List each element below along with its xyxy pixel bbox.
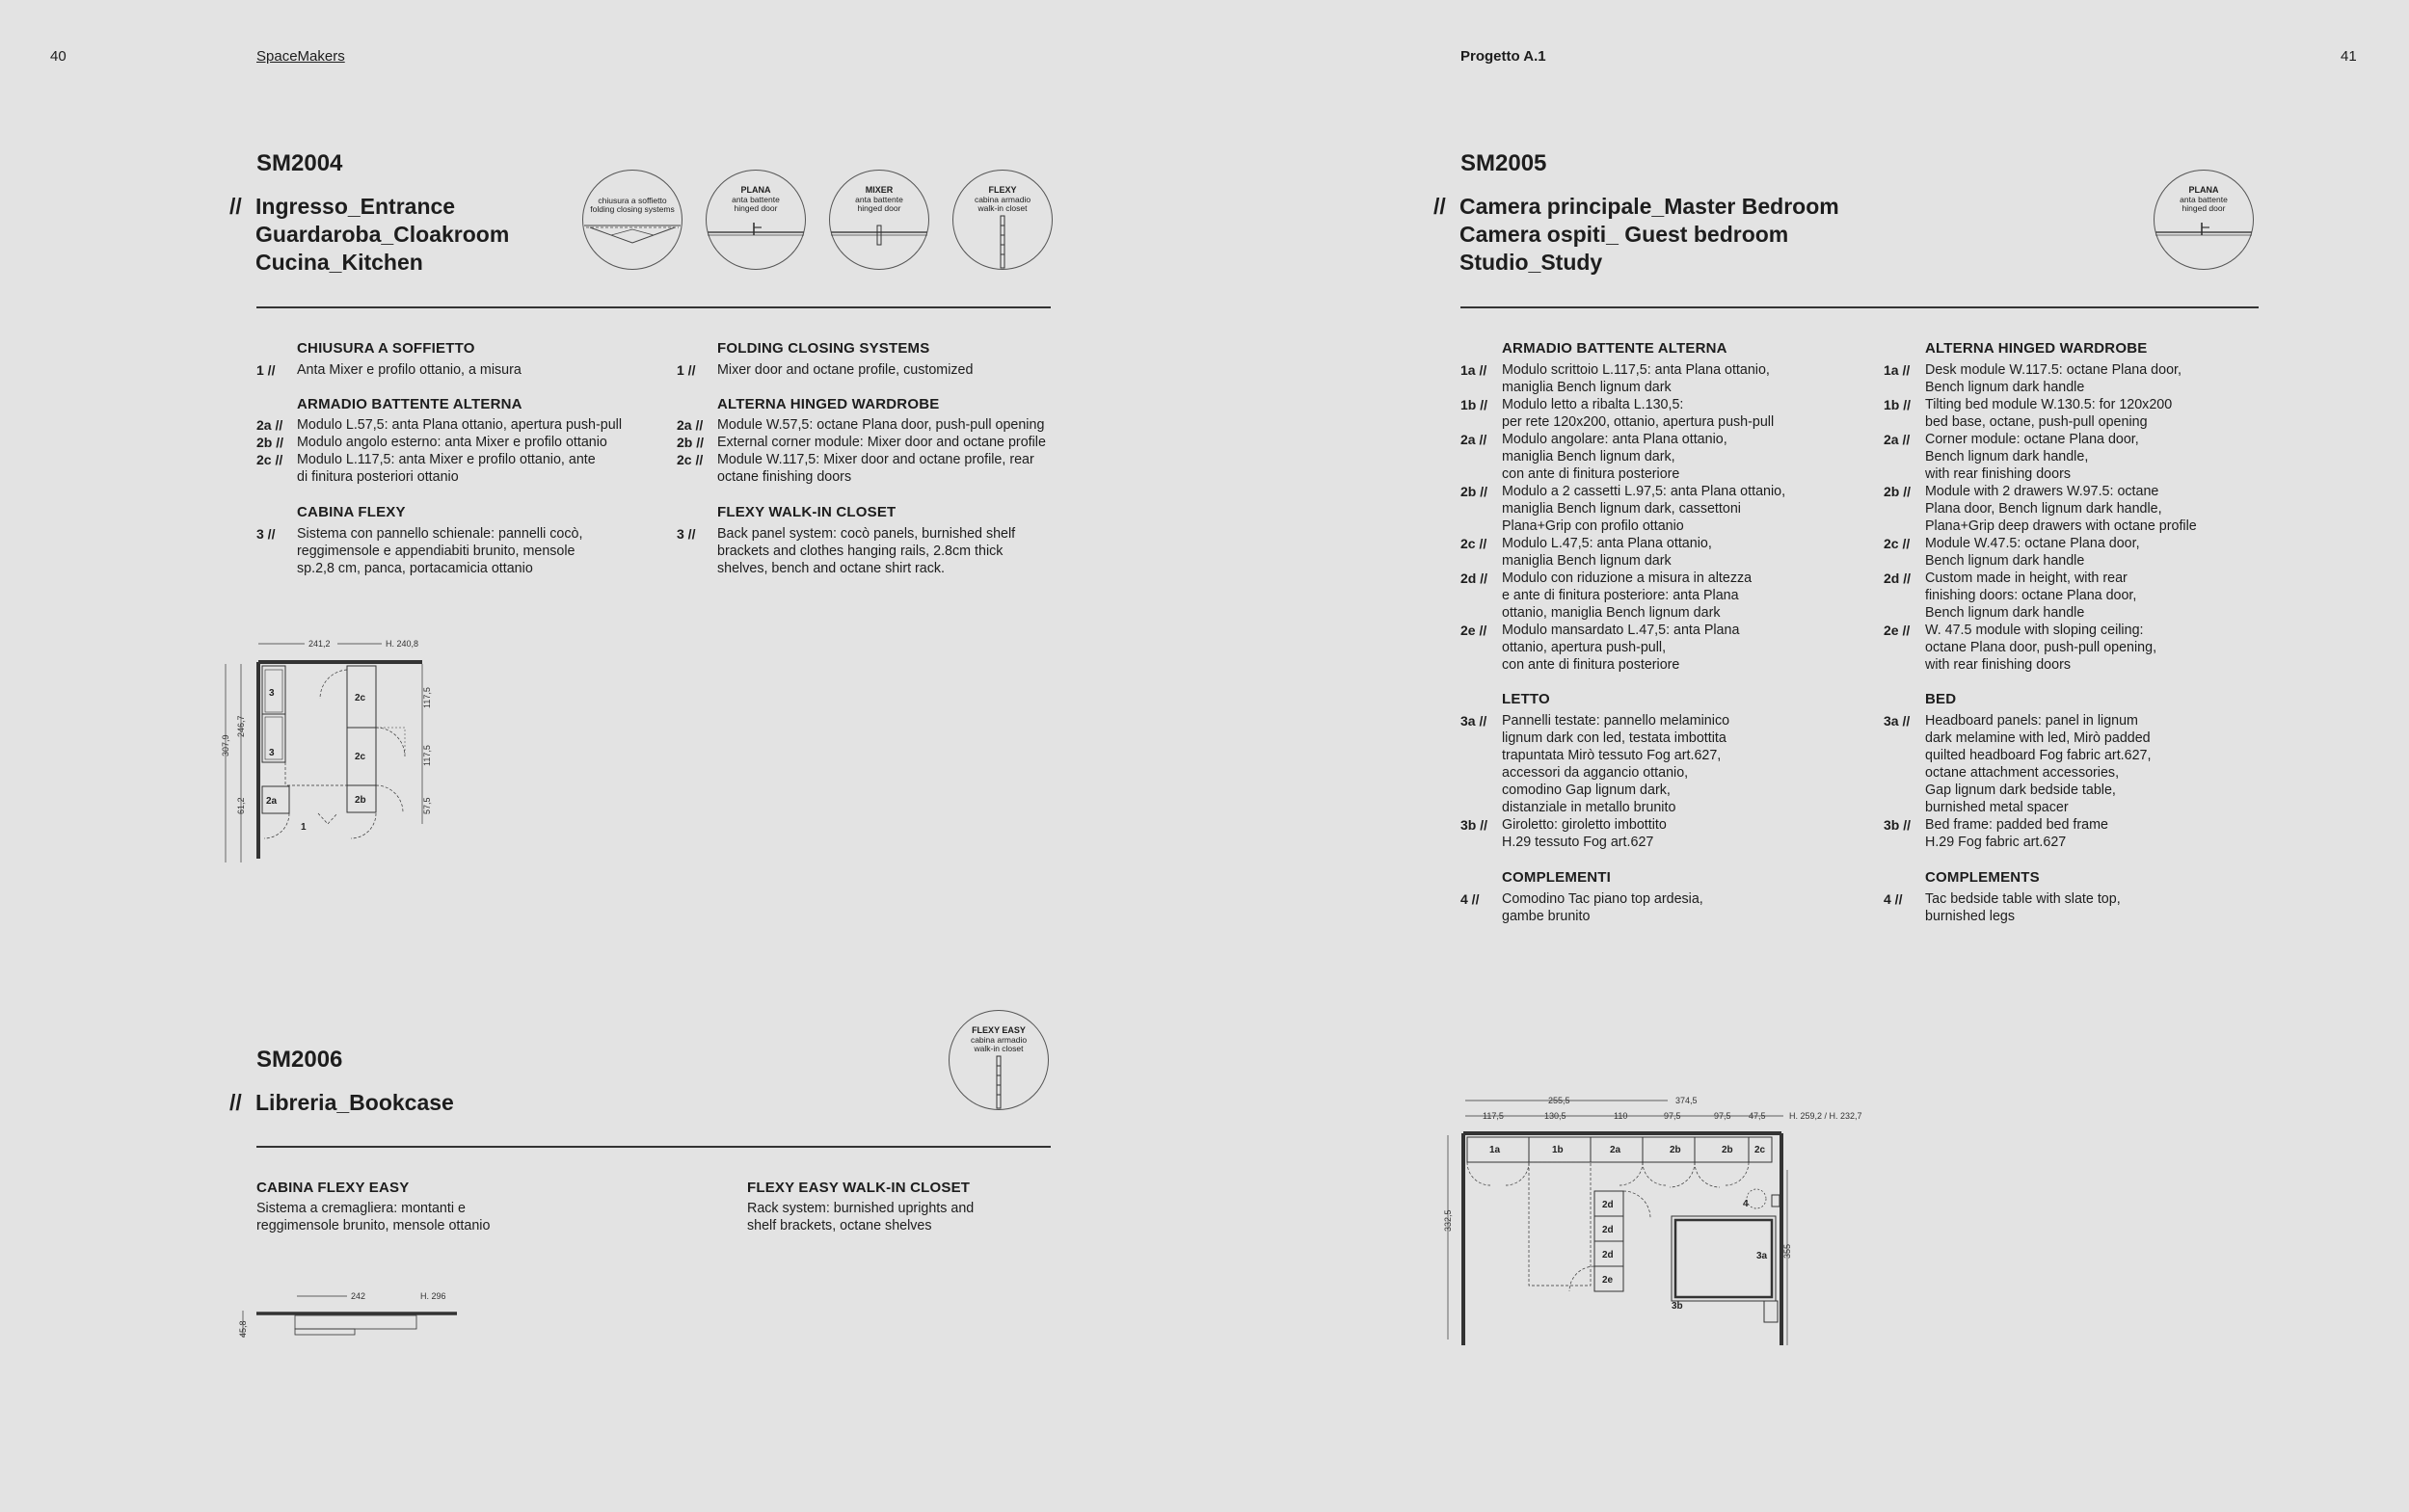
sm2006-slashes: // — [229, 1090, 242, 1115]
section-heading: FLEXY WALK-IN CLOSET — [717, 504, 897, 520]
list-item — [1460, 570, 1865, 622]
dim-label: 355 — [1782, 1243, 1792, 1259]
section-text: Rack system: burnished uprights and shelf brackets, octane shelves — [747, 1201, 975, 1233]
list-item — [256, 451, 642, 486]
list-item — [677, 451, 1062, 486]
dim-label: 374,5 — [1675, 1096, 1698, 1105]
item-number: 2a // — [256, 417, 283, 433]
item-text: Module W.47.5: octane Plana door, Bench lignum dark handle — [1925, 536, 2140, 569]
item-text: Modulo angolo esterno: anta Mixer e profilo ottanio — [297, 435, 607, 450]
room-title: Guardaroba_Cloakroom — [255, 222, 510, 247]
item-number: 1 // — [256, 362, 276, 378]
plan-label: 2d — [1602, 1200, 1614, 1210]
item-text: Giroletto: giroletto imbottito H.29 tessuto Fog art.627 — [1502, 817, 1667, 850]
item-text: Back panel system: cocò panels, burnished shelf brackets and clothes hanging rails, 2.8cm thick shelves, bench and octane shirt rack. — [717, 526, 1016, 576]
plan-label: 2e — [1602, 1275, 1614, 1286]
item-number: 3a // — [1884, 713, 1911, 729]
list-item — [1460, 535, 1865, 570]
dim-label: 117,5 — [422, 745, 432, 766]
item-number: 1b // — [1884, 397, 1912, 412]
list-item — [677, 416, 1062, 434]
icon-caption: folding closing systems — [590, 204, 675, 214]
section-heading: FLEXY EASY WALK-IN CLOSET — [747, 1180, 971, 1196]
plan-label: 1b — [1552, 1145, 1564, 1155]
section-heading: COMPLEMENTI — [1502, 869, 1612, 886]
list-item — [677, 361, 1062, 379]
dim-label: 97,5 — [1664, 1111, 1681, 1121]
icon-title: FLEXY EASY — [972, 1025, 1026, 1035]
item-text: Modulo L.117,5: anta Mixer e profilo ottanio, ante di finitura posteriori ottanio — [297, 452, 596, 485]
sm2005-code: SM2005 — [1460, 150, 1547, 176]
section-heading: COMPLEMENTS — [1925, 869, 2040, 886]
item-text: Desk module W.117.5: octane Plana door, Bench lignum dark handle — [1925, 362, 2181, 395]
item-text: Tac bedside table with slate top, burnished legs — [1925, 891, 2121, 924]
section-heading: ALTERNA HINGED WARDROBE — [717, 396, 940, 412]
sm2004-floor-plan — [212, 631, 443, 872]
plan-label: 2b — [355, 795, 366, 806]
dim-label: 110 — [1614, 1111, 1628, 1121]
item-text: Custom made in height, with rear finishing doors: octane Plana door, Bench lignum dark handle — [1925, 570, 2137, 621]
item-number: 2d // — [1460, 570, 1488, 586]
section-heading: ARMADIO BATTENTE ALTERNA — [297, 396, 522, 412]
list-item — [1884, 361, 2289, 396]
plan-label: 1 — [301, 822, 307, 833]
dim-label: 307,9 — [221, 734, 230, 756]
item-number: 3 // — [256, 526, 276, 542]
section-heading: CHIUSURA A SOFFIETTO — [297, 340, 475, 357]
list-item — [1884, 890, 2289, 925]
list-item — [1884, 816, 2289, 851]
item-number: 3a // — [1460, 713, 1487, 729]
page-number-right: 41 — [2341, 48, 2357, 65]
dim-label: 246,7 — [236, 715, 246, 737]
item-text: Modulo angolare: anta Plana ottanio, maniglia Bench lignum dark, con ante di finitura posteriore — [1502, 432, 1727, 482]
plan-label: 3a — [1756, 1251, 1768, 1261]
plan-label: 2c — [355, 752, 366, 762]
item-text: Modulo L.47,5: anta Plana ottanio, maniglia Bench lignum dark — [1502, 536, 1712, 569]
sm2004-slashes: // — [229, 194, 242, 219]
plan-label: 2b — [1670, 1145, 1681, 1155]
list-item — [256, 416, 642, 434]
plan-label: 2b — [1722, 1145, 1733, 1155]
section-heading: FOLDING CLOSING SYSTEMS — [717, 340, 930, 357]
section-heading: ARMADIO BATTENTE ALTERNA — [1502, 340, 1727, 357]
section-divider — [256, 306, 1051, 308]
item-number: 2b // — [256, 435, 284, 450]
item-text: Modulo L.57,5: anta Plana ottanio, apertura push-pull — [297, 417, 623, 433]
item-text: Comodino Tac piano top ardesia, gambe brunito — [1502, 891, 1703, 924]
item-text: Tilting bed module W.130.5: for 120x200 bed base, octane, push-pull opening — [1925, 397, 2173, 430]
brand-link[interactable]: SpaceMakers — [256, 48, 345, 65]
item-number: 2e // — [1460, 623, 1487, 638]
item-number: 3 // — [677, 526, 696, 542]
item-number: 2b // — [1460, 484, 1488, 499]
room-title: Camera principale_Master Bedroom — [1459, 194, 1839, 219]
list-item — [1884, 570, 2289, 622]
list-item — [1884, 622, 2289, 674]
section-divider — [256, 1146, 1051, 1148]
item-text: Module W.57,5: octane Plana door, push-pull opening — [717, 417, 1045, 433]
plan-label: 1a — [1489, 1145, 1501, 1155]
item-number: 2b // — [677, 435, 705, 450]
dim-label: 47,5 — [1749, 1111, 1766, 1121]
item-text: External corner module: Mixer door and octane profile — [717, 435, 1046, 450]
room-title: Ingresso_Entrance — [255, 194, 456, 219]
dim-label: 255,5 — [1548, 1096, 1570, 1105]
list-item — [1884, 535, 2289, 570]
section-heading: CABINA FLEXY EASY — [256, 1180, 410, 1196]
list-item — [1460, 816, 1865, 851]
dim-label: 57,5 — [422, 797, 432, 814]
plan-label: 4 — [1743, 1199, 1749, 1209]
icon-title: MIXER — [865, 185, 894, 195]
list-item — [677, 525, 1062, 577]
item-number: 2a // — [1884, 432, 1911, 447]
list-item — [1884, 712, 2289, 816]
item-text: Bed frame: padded bed frame H.29 Fog fabric art.627 — [1925, 817, 2108, 850]
item-text: Module W.117,5: Mixer door and octane profile, rear octane finishing doors — [717, 452, 1034, 485]
item-number: 2c // — [1460, 536, 1487, 551]
icon-caption: cabina armadio — [974, 195, 1031, 204]
item-number: 1a // — [1460, 362, 1487, 378]
item-number: 1a // — [1884, 362, 1911, 378]
plan-label: 2a — [1610, 1145, 1621, 1155]
icon-caption: chiusura a soffietto — [598, 196, 667, 205]
list-item — [1884, 396, 2289, 431]
plan-label: 3 — [269, 688, 275, 699]
item-text: Modulo scrittoio L.117,5: anta Plana ottanio, maniglia Bench lignum dark — [1502, 362, 1770, 395]
sm2005-rooms — [1459, 193, 1839, 277]
item-number: 2c // — [677, 452, 704, 467]
item-number: 2a // — [677, 417, 704, 433]
item-text: W. 47.5 module with sloping ceiling: octane Plana door, push-pull opening, with rear finishing doors — [1925, 623, 2157, 673]
icon-title: PLANA — [2188, 185, 2219, 195]
item-text: Pannelli testate: pannello melaminico lignum dark con led, testata imbottita trapuntata Mirò tessuto Fog art.627, accessori da aggancio ottanio, comodino Gap lignum dark, distanziale in metallo brunito — [1502, 713, 1730, 815]
section-heading: BED — [1925, 691, 1957, 707]
item-number: 3b // — [1884, 817, 1912, 833]
item-number: 4 // — [1460, 891, 1480, 907]
icon-caption: anta battente — [855, 195, 903, 204]
icon-caption: hinged door — [734, 203, 778, 213]
dim-label: 97,5 — [1714, 1111, 1731, 1121]
plan-label: 3 — [269, 748, 275, 758]
icon-caption: walk-in closet — [977, 203, 1028, 213]
item-number: 3b // — [1460, 817, 1488, 833]
item-text: Modulo a 2 cassetti L.97,5: anta Plana ottanio, maniglia Bench lignum dark, cassettoni Plana+Grip con profilo ottanio — [1502, 484, 1786, 534]
icon-caption: anta battente — [732, 195, 780, 204]
sm2004-rooms — [255, 193, 509, 277]
item-text: Module with 2 drawers W.97.5: octane Plana door, Bench lignum dark handle, Plana+Grip deep drawers with octane profile — [1925, 484, 2197, 534]
item-text: Modulo mansardato L.47,5: anta Plana ottanio, apertura push-pull, con ante di finitura posteriore — [1502, 623, 1740, 673]
list-item — [677, 434, 1062, 451]
dim-label: 241,2 — [308, 639, 331, 649]
room-title: Cucina_Kitchen — [255, 250, 423, 275]
room-title: Camera ospiti_ Guest bedroom — [1459, 222, 1789, 247]
dim-label: 332,5 — [1443, 1209, 1453, 1232]
plan-label: 2c — [355, 693, 366, 703]
icon-caption: hinged door — [857, 203, 901, 213]
sm2006-code: SM2006 — [256, 1047, 343, 1073]
item-text: Modulo letto a ribalta L.130,5: per rete 120x200, ottanio, apertura push-pull — [1502, 397, 1775, 430]
item-text: Mixer door and octane profile, customized — [717, 362, 974, 378]
list-item — [256, 361, 642, 379]
list-item — [1460, 396, 1865, 431]
list-item — [1884, 431, 2289, 483]
section-divider — [1460, 306, 2259, 308]
dim-label: 242 — [351, 1291, 366, 1301]
dim-label: 117,5 — [1483, 1111, 1504, 1121]
item-number: 2c // — [1884, 536, 1911, 551]
item-number: 1 // — [677, 362, 696, 378]
dim-label: 130,5 — [1544, 1111, 1566, 1121]
page-number-left: 40 — [50, 48, 67, 65]
icon-caption: anta battente — [2180, 195, 2228, 204]
dim-label: H. 240,8 — [386, 639, 419, 649]
dim-label: 117,5 — [422, 687, 432, 708]
icon-caption: walk-in closet — [974, 1044, 1024, 1053]
list-item — [1460, 483, 1865, 535]
list-item — [256, 525, 642, 577]
dim-label: H. 259,2 / H. 232,7 — [1789, 1111, 1862, 1121]
dim-label: 61,2 — [236, 797, 246, 814]
sm2006-room-title: Libreria_Bookcase — [255, 1090, 454, 1115]
sm2005-slashes: // — [1433, 194, 1446, 219]
icon-caption: hinged door — [2181, 203, 2226, 213]
sm2004-code: SM2004 — [256, 150, 343, 176]
item-text: Headboard panels: panel in lignum dark melamine with led, Mirò padded quilted headboard Fog fabric art.627, octane attachment accessories, Gap lignum dark bedside table, burnished metal spacer — [1925, 713, 2152, 815]
list-item — [1460, 431, 1865, 483]
list-item — [1884, 483, 2289, 535]
item-number: 1b // — [1460, 397, 1488, 412]
item-number: 2b // — [1884, 484, 1912, 499]
section-heading: CABINA FLEXY — [297, 504, 406, 520]
item-number: 4 // — [1884, 891, 1903, 907]
room-title: Studio_Study — [1459, 250, 1603, 275]
plan-label: 2a — [266, 796, 278, 807]
icon-title: PLANA — [740, 185, 771, 195]
plan-label: 2d — [1602, 1250, 1614, 1260]
section-text: Sistema a cremagliera: montanti e reggimensole brunito, mensole ottanio — [256, 1201, 491, 1233]
item-number: 2a // — [1460, 432, 1487, 447]
icon-title: FLEXY — [988, 185, 1017, 195]
item-number: 2e // — [1884, 623, 1911, 638]
item-text: Modulo con riduzione a misura in altezza e ante di finitura posteriore: anta Plana ottanio, maniglia Bench lignum dark — [1502, 570, 1753, 621]
plan-label: 3b — [1672, 1301, 1683, 1312]
sm2005-floor-plan — [1436, 1087, 1889, 1357]
list-item — [256, 434, 642, 451]
plan-label: 2d — [1602, 1225, 1614, 1235]
section-heading: LETTO — [1502, 691, 1550, 707]
item-text: Anta Mixer e profilo ottanio, a misura — [297, 362, 522, 378]
list-item — [1460, 361, 1865, 396]
dim-label: 45,8 — [238, 1320, 248, 1338]
list-item — [1460, 622, 1865, 674]
list-item — [1460, 890, 1865, 925]
dim-label: H. 296 — [420, 1291, 446, 1301]
sm2006-floor-plan — [231, 1282, 463, 1340]
plan-label: 2c — [1754, 1145, 1766, 1155]
section-heading: ALTERNA HINGED WARDROBE — [1925, 340, 2148, 357]
list-item — [1460, 712, 1865, 816]
icon-caption: cabina armadio — [970, 1035, 1028, 1045]
item-number: 2c // — [256, 452, 283, 467]
item-text: Sistema con pannello schienale: pannelli cocò, reggimensole e appendiabiti brunito, mensole sp.2,8 cm, panca, portacamicia ottanio — [297, 526, 583, 576]
item-text: Corner module: octane Plana door, Bench lignum dark handle, with rear finishing doors — [1925, 432, 2139, 482]
item-number: 2d // — [1884, 570, 1912, 586]
project-title: Progetto A.1 — [1460, 48, 1546, 65]
